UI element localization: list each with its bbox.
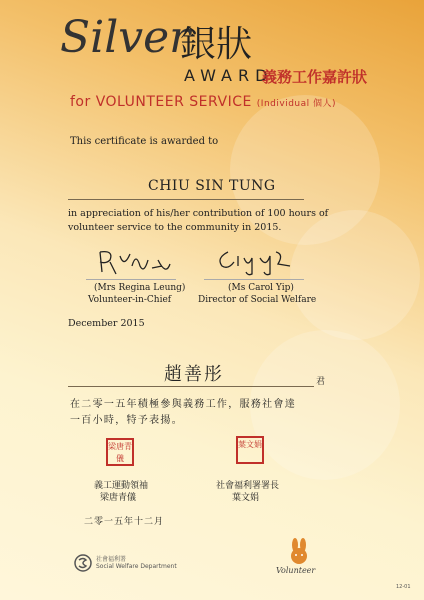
right-official-title: 社會福利署署長 [216,481,280,491]
subtitle-note: (Individual 個人) [256,99,336,109]
social-welfare-department-logo-icon [74,554,92,572]
subtitle [70,94,336,110]
left-seal-stamp [106,438,134,466]
chinese-date: 二零一五年十二月 [84,517,165,527]
award-chinese-title: 義務工作嘉許狀 [262,68,368,86]
chinese-text-line-2: 一百小時，特予表揚。 [70,415,183,426]
english-date: December 2015 [68,318,145,329]
signatory-2-title: Director of Social Welfare [198,295,317,305]
signature-line-left [86,279,176,280]
chinese-recipient-name: 趙善彤 [164,364,224,385]
volunteer-rabbit-logo-icon [284,538,314,568]
background-heart-2 [290,210,420,340]
chinese-recipient-underline [68,386,314,387]
silver-chinese-title: 銀狀 [180,24,253,65]
recipient-underline [68,199,304,200]
recipient-name: CHIU SIN TUNG [148,178,276,194]
dept-english-name: Social Welfare Department [96,563,177,570]
volunteer-logo-text: Volunteer [276,566,316,575]
left-official-name: 梁唐青儀 [100,493,137,503]
chinese-text-line-1: 在二零一五年積極參與義務工作，服務社會達 [70,399,296,410]
right-official-name: 葉文娟 [232,493,260,503]
certificate-code: 12-01 [396,584,411,590]
signatory-1-title: Volunteer-in-Chief [88,295,172,305]
appreciation-line-2: volunteer service to the community in 2015. [68,222,282,233]
chinese-honorific: 君 [316,377,326,387]
left-official-title: 義工運動領袖 [94,481,149,491]
signature-regina-leung [96,246,176,278]
silver-title: Silver [60,12,191,63]
dept-chinese-name: 社會福利署 [96,556,127,563]
subtitle-main: for VOLUNTEER SERVICE [70,94,252,110]
signatory-1-name: (Mrs Regina Leung) [94,283,186,293]
right-seal-text: 葉文娟 [238,440,262,449]
signature-carol-yip [214,244,300,278]
left-seal-text: 梁唐青儀 [108,442,132,463]
awarded-to-text: This certificate is awarded to [70,136,219,147]
award-title: AWARD [184,66,274,85]
signature-line-right [204,279,304,280]
appreciation-line-1: in appreciation of his/her contribution of 100 hours of [68,208,329,219]
signatory-2-name: (Ms Carol Yip) [228,283,294,293]
right-seal-stamp [236,436,264,464]
